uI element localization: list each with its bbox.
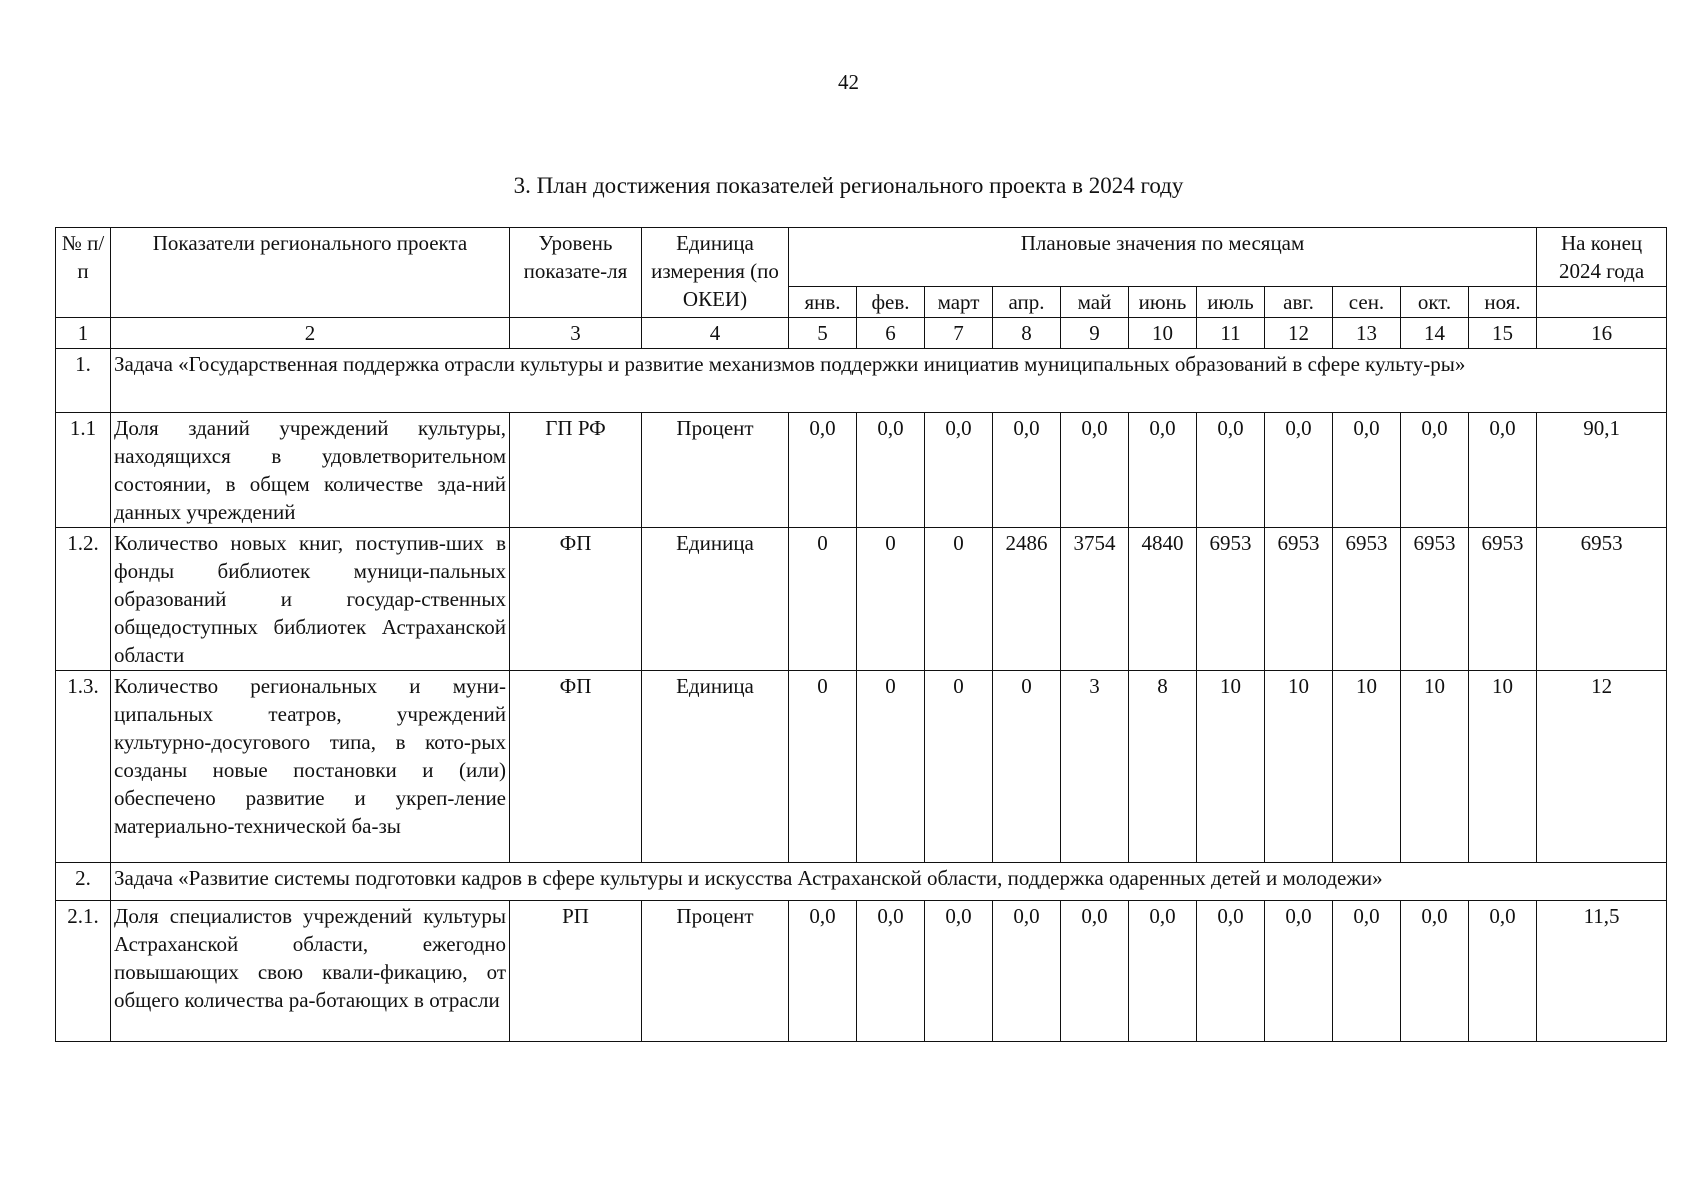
- monthly-value: 10: [1469, 671, 1537, 863]
- column-number: 1: [56, 318, 111, 349]
- page-number: 42: [838, 70, 859, 94]
- header-month: окт.: [1401, 287, 1469, 318]
- indicator-level: ФП: [510, 671, 642, 863]
- column-number: 11: [1197, 318, 1265, 349]
- row-number: 1.: [56, 349, 111, 413]
- indicator-level: ГП РФ: [510, 413, 642, 528]
- column-number: 5: [789, 318, 857, 349]
- task-text: Задача «Государственная поддержка отрасли культуры и развитие механизмов поддержки инициатив муниципальных образований в сфере культу-ры»: [111, 349, 1667, 413]
- header-month: ноя.: [1469, 287, 1537, 318]
- monthly-value: 0: [857, 528, 925, 671]
- indicator-level: РП: [510, 901, 642, 1042]
- monthly-value: 0,0: [993, 413, 1061, 528]
- header-month-blank: [1537, 287, 1667, 318]
- monthly-value: 6953: [1333, 528, 1401, 671]
- indicator-name: Доля зданий учреждений культуры, находящихся в удовлетворительном состоянии, в общем количестве зда-ний данных учреждений: [111, 413, 510, 528]
- monthly-value: 0: [857, 671, 925, 863]
- header-month: сен.: [1333, 287, 1401, 318]
- monthly-value: 0,0: [1333, 413, 1401, 528]
- monthly-value: 4840: [1129, 528, 1197, 671]
- monthly-value: 0: [993, 671, 1061, 863]
- header-month: июль: [1197, 287, 1265, 318]
- header-monthly: Плановые значения по месяцам: [789, 228, 1537, 287]
- task-row: [56, 863, 1667, 901]
- year-end-value: 12: [1537, 671, 1667, 863]
- monthly-value: 0,0: [925, 901, 993, 1042]
- monthly-value: 10: [1197, 671, 1265, 863]
- header-year-end: На конец 2024 года: [1537, 228, 1667, 287]
- header-month: авг.: [1265, 287, 1333, 318]
- monthly-value: 0,0: [789, 901, 857, 1042]
- header-level: Уровень показате-ля: [510, 228, 642, 318]
- document-title: 3. План достижения показателей регионального проекта в 2024 году: [513, 173, 1184, 198]
- column-number: 2: [111, 318, 510, 349]
- header-unit: Единица измерения (по ОКЕИ): [642, 228, 789, 318]
- monthly-value: 0,0: [1469, 413, 1537, 528]
- indicator-row: [56, 528, 1667, 671]
- row-number: 1.2.: [56, 528, 111, 671]
- column-number: 14: [1401, 318, 1469, 349]
- indicator-name: Доля специалистов учреждений культуры Астраханской области, ежегодно повышающих свою квали-фикацию, от общего количества ра-ботающих в отрасли: [111, 901, 510, 1042]
- year-end-value: 11,5: [1537, 901, 1667, 1042]
- monthly-value: 0: [789, 671, 857, 863]
- row-number: 2.: [56, 863, 111, 901]
- column-number: 4: [642, 318, 789, 349]
- indicator-level: ФП: [510, 528, 642, 671]
- monthly-value: 3754: [1061, 528, 1129, 671]
- monthly-value: 0,0: [1129, 901, 1197, 1042]
- column-number: 15: [1469, 318, 1537, 349]
- monthly-value: 0,0: [925, 413, 993, 528]
- column-number: 13: [1333, 318, 1401, 349]
- column-number: 3: [510, 318, 642, 349]
- header-month: май: [1061, 287, 1129, 318]
- header-indicator: Показатели регионального проекта: [111, 228, 510, 318]
- column-number: 16: [1537, 318, 1667, 349]
- monthly-value: 10: [1401, 671, 1469, 863]
- indicator-unit: Единица: [642, 671, 789, 863]
- indicator-row: [56, 671, 1667, 863]
- monthly-value: 0,0: [1129, 413, 1197, 528]
- column-number: 9: [1061, 318, 1129, 349]
- monthly-value: 0,0: [1061, 413, 1129, 528]
- header-num: № п/п: [56, 228, 111, 318]
- indicator-unit: Процент: [642, 413, 789, 528]
- monthly-value: 2486: [993, 528, 1061, 671]
- monthly-value: 0,0: [1401, 413, 1469, 528]
- indicator-row: [56, 901, 1667, 1042]
- monthly-value: 0,0: [993, 901, 1061, 1042]
- monthly-value: 0,0: [1265, 413, 1333, 528]
- task-text: Задача «Развитие системы подготовки кадров в сфере культуры и искусства Астраханской области, поддержка одаренных детей и молодежи»: [111, 863, 1667, 901]
- indicator-row: [56, 413, 1667, 528]
- monthly-value: 6953: [1197, 528, 1265, 671]
- monthly-value: 0,0: [1265, 901, 1333, 1042]
- monthly-value: 10: [1265, 671, 1333, 863]
- column-number: 8: [993, 318, 1061, 349]
- header-month: июнь: [1129, 287, 1197, 318]
- header-month: апр.: [993, 287, 1061, 318]
- monthly-value: 0,0: [1469, 901, 1537, 1042]
- header-month: янв.: [789, 287, 857, 318]
- year-end-value: 90,1: [1537, 413, 1667, 528]
- row-number: 2.1.: [56, 901, 111, 1042]
- task-row: [56, 349, 1667, 413]
- monthly-value: 0,0: [1401, 901, 1469, 1042]
- row-number: 1.3.: [56, 671, 111, 863]
- monthly-value: 3: [1061, 671, 1129, 863]
- indicators-table: [55, 227, 1667, 1042]
- monthly-value: 10: [1333, 671, 1401, 863]
- monthly-value: 0,0: [789, 413, 857, 528]
- monthly-value: 6953: [1401, 528, 1469, 671]
- column-number: 12: [1265, 318, 1333, 349]
- header-month: фев.: [857, 287, 925, 318]
- monthly-value: 0,0: [1197, 413, 1265, 528]
- monthly-value: 0,0: [1197, 901, 1265, 1042]
- monthly-value: 0,0: [857, 901, 925, 1042]
- row-number: 1.1: [56, 413, 111, 528]
- monthly-value: 6953: [1265, 528, 1333, 671]
- indicator-name: Количество региональных и муни-ципальных театров, учреждений культурно-досугового типа, в кото-рых созданы новые постановки и (или) обеспечено развитие и укреп-ление материально-технической ба-зы: [111, 671, 510, 863]
- monthly-value: 0: [925, 671, 993, 863]
- indicator-unit: Единица: [642, 528, 789, 671]
- monthly-value: 0: [925, 528, 993, 671]
- indicator-unit: Процент: [642, 901, 789, 1042]
- column-number: 10: [1129, 318, 1197, 349]
- monthly-value: 6953: [1469, 528, 1537, 671]
- header-month: март: [925, 287, 993, 318]
- column-number: 7: [925, 318, 993, 349]
- year-end-value: 6953: [1537, 528, 1667, 671]
- monthly-value: 0: [789, 528, 857, 671]
- monthly-value: 0,0: [1333, 901, 1401, 1042]
- column-number: 6: [857, 318, 925, 349]
- monthly-value: 0,0: [857, 413, 925, 528]
- indicator-name: Количество новых книг, поступив-ших в фонды библиотек муници-пальных образований и государ-ственных общедоступных библиотек Астраханской области: [111, 528, 510, 671]
- monthly-value: 8: [1129, 671, 1197, 863]
- monthly-value: 0,0: [1061, 901, 1129, 1042]
